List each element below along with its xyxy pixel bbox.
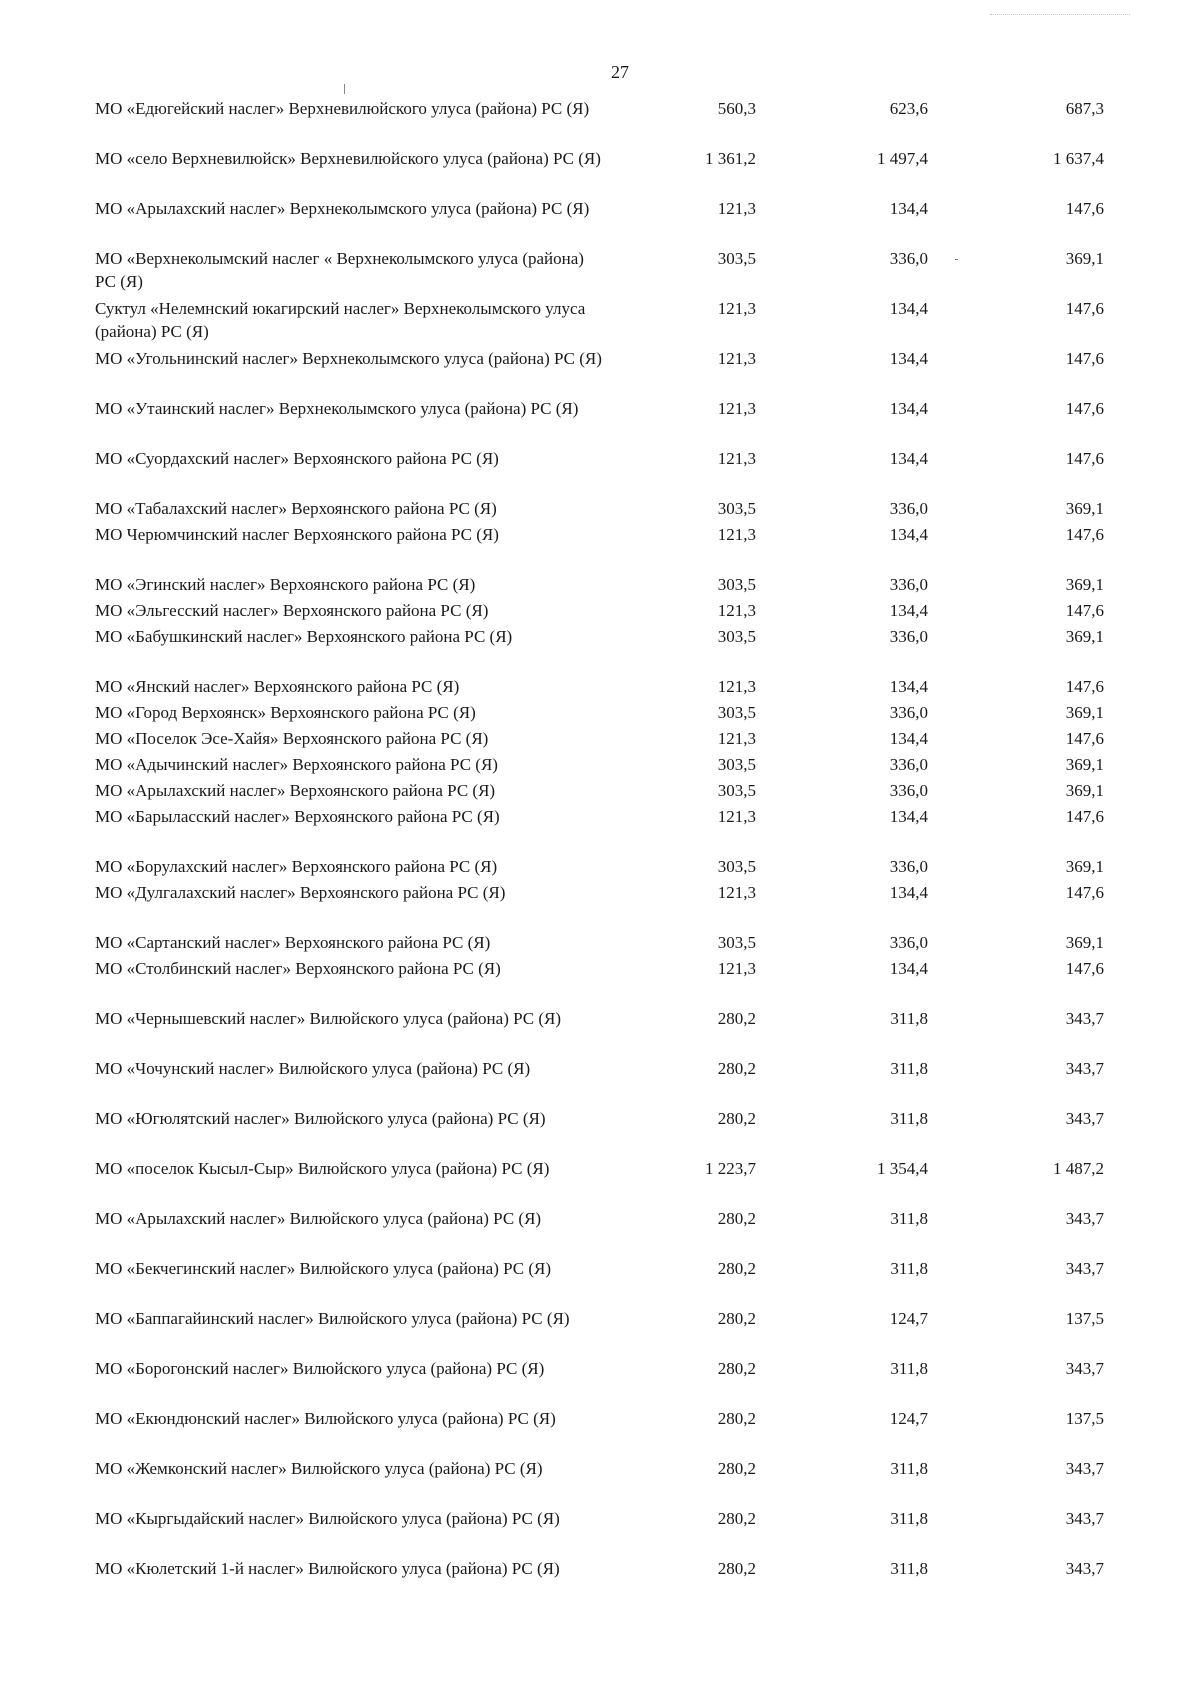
value-col-1: 280,2 (717, 1559, 756, 1578)
value-col-1: 1 223,7 (705, 1159, 756, 1178)
table-row (0, 523, 1200, 571)
value-col-3: 343,7 (1065, 1009, 1104, 1028)
value-col-1: 121,3 (717, 449, 756, 468)
value-col-3: 369,1 (1065, 249, 1104, 268)
value-col-1: 303,5 (717, 857, 756, 876)
value-col-2: 124,7 (889, 1409, 928, 1428)
value-col-1: 121,3 (717, 807, 756, 826)
value-col-1: 280,2 (717, 1309, 756, 1328)
value-col-3: 343,7 (1065, 1559, 1104, 1578)
value-col-1: 303,5 (717, 933, 756, 952)
value-col-1: 303,5 (717, 499, 756, 518)
municipality-name: МО «Поселок Эсе-Хайя» Верхоянского района РС (Я) (95, 729, 489, 748)
value-col-2: 336,0 (889, 703, 928, 722)
municipality-name: МО «Дулгалахский наслег» Верхоянского района РС (Я) (95, 883, 506, 902)
value-col-2: 311,8 (890, 1559, 928, 1578)
value-col-2: 311,8 (890, 1009, 928, 1028)
value-col-3: 147,6 (1065, 525, 1104, 544)
municipality-name: МО «Кюлетский 1-й наслег» Вилюйского улуса (района) РС (Я) (95, 1559, 560, 1578)
table-row (0, 147, 1200, 195)
value-col-3: 147,6 (1065, 349, 1104, 368)
value-col-2: 1 354,4 (877, 1159, 928, 1178)
value-col-3: 343,7 (1065, 1209, 1104, 1228)
value-col-1: 280,2 (717, 1459, 756, 1478)
municipality-name: МО «село Верхневилюйск» Верхневилюйского улуса (района) РС (Я) (95, 149, 601, 168)
municipality-name: МО «Екюндюнский наслег» Вилюйского улуса (района) РС (Я) (95, 1409, 556, 1428)
value-col-3: 147,6 (1065, 883, 1104, 902)
value-col-2: 336,0 (889, 249, 928, 268)
value-col-2: 124,7 (889, 1309, 928, 1328)
value-col-1: 280,2 (717, 1409, 756, 1428)
table-row (0, 197, 1200, 245)
value-col-1: 121,3 (717, 299, 756, 318)
municipality-name: МО «Чочунский наслег» Вилюйского улуса (района) РС (Я) (95, 1059, 531, 1078)
value-col-1: 303,5 (717, 575, 756, 594)
value-col-2: 134,4 (889, 349, 928, 368)
municipality-name: МО «Борогонский наслег» Вилюйского улуса (района) РС (Я) (95, 1359, 545, 1378)
page-number: 27 (611, 62, 629, 82)
value-col-1: 121,3 (717, 349, 756, 368)
table-row (0, 1457, 1200, 1505)
value-col-2: 311,8 (890, 1259, 928, 1278)
value-col-3: 147,6 (1065, 199, 1104, 218)
value-col-3: 343,7 (1065, 1509, 1104, 1528)
value-col-2: 311,8 (890, 1459, 928, 1478)
value-col-1: 280,2 (717, 1109, 756, 1128)
value-col-1: 121,3 (717, 729, 756, 748)
value-col-1: 121,3 (717, 199, 756, 218)
municipality-name: МО «Суордахский наслег» Верхоянского района РС (Я) (95, 449, 499, 468)
value-col-3: 1 487,2 (1053, 1159, 1104, 1178)
value-col-1: 280,2 (717, 1509, 756, 1528)
value-col-2: 623,6 (889, 99, 928, 118)
value-col-1: 1 361,2 (705, 149, 756, 168)
value-col-2: 311,8 (890, 1059, 928, 1078)
municipality-name: МО «Верхнеколымский наслег « Верхнеколымского улуса (района) РС (Я) (95, 249, 584, 291)
municipality-name: МО «Столбинский наслег» Верхоянского района РС (Я) (95, 959, 501, 978)
municipality-name: МО «Арылахский наслег» Верхнеколымского улуса (района) РС (Я) (95, 199, 590, 218)
value-col-2: 134,4 (889, 601, 928, 620)
value-col-3: 369,1 (1065, 933, 1104, 952)
value-col-2: 134,4 (889, 959, 928, 978)
municipality-name: МО «Бабушкинский наслег» Верхоянского района РС (Я) (95, 627, 513, 646)
table-row (0, 625, 1200, 673)
value-col-3: 343,7 (1065, 1259, 1104, 1278)
value-col-1: 121,3 (717, 959, 756, 978)
municipality-name: МО «Янский наслег» Верхоянского района РС (Я) (95, 677, 460, 696)
table-row (0, 1007, 1200, 1055)
value-col-3: 343,7 (1065, 1359, 1104, 1378)
value-col-2: 336,0 (889, 499, 928, 518)
value-col-2: 336,0 (889, 575, 928, 594)
table-row (0, 1157, 1200, 1205)
value-col-3: 147,6 (1065, 601, 1104, 620)
table-row (0, 1507, 1200, 1555)
value-col-3: 147,6 (1065, 449, 1104, 468)
value-col-2: 336,0 (889, 857, 928, 876)
value-col-2: 134,4 (889, 729, 928, 748)
table-row (0, 881, 1200, 929)
municipality-name: МО «поселок Кысыл-Сыр» Вилюйского улуса (района) РС (Я) (95, 1159, 550, 1178)
value-col-3: 687,3 (1065, 99, 1104, 118)
value-col-1: 303,5 (717, 781, 756, 800)
value-col-3: 369,1 (1065, 499, 1104, 518)
value-col-2: 134,4 (889, 199, 928, 218)
value-col-1: 303,5 (717, 755, 756, 774)
value-col-1: 303,5 (717, 627, 756, 646)
value-col-3: 369,1 (1065, 857, 1104, 876)
value-col-3: 147,6 (1065, 299, 1104, 318)
value-col-1: 121,3 (717, 677, 756, 696)
municipality-name: МО «Эгинский наслег» Верхоянского района РС (Я) (95, 575, 476, 594)
value-col-2: 134,4 (889, 525, 928, 544)
value-col-2: 134,4 (889, 449, 928, 468)
municipality-name: МО «Адычинский наслег» Верхоянского района РС (Я) (95, 755, 498, 774)
value-col-3: 369,1 (1065, 703, 1104, 722)
value-col-2: 311,8 (890, 1509, 928, 1528)
municipality-name: МО «Арылахский наслег» Вилюйского улуса (района) РС (Я) (95, 1209, 542, 1228)
municipality-name: МО «Баппагайинский наслег» Вилюйского улуса (района) РС (Я) (95, 1309, 570, 1328)
value-col-2: 311,8 (890, 1209, 928, 1228)
value-col-3: 137,5 (1065, 1409, 1104, 1428)
municipality-name: МО «Эльгесский наслег» Верхоянского района РС (Я) (95, 601, 489, 620)
table-row (0, 1257, 1200, 1305)
value-col-1: 280,2 (717, 1359, 756, 1378)
municipality-name: МО «Арылахский наслег» Верхоянского района РС (Я) (95, 781, 496, 800)
value-col-3: 147,6 (1065, 677, 1104, 696)
value-col-1: 280,2 (717, 1209, 756, 1228)
table-row (0, 1307, 1200, 1355)
value-col-1: 280,2 (717, 1009, 756, 1028)
municipality-name: МО «Борулахский наслег» Верхоянского района РС (Я) (95, 857, 498, 876)
value-col-2: 134,4 (889, 807, 928, 826)
value-col-1: 280,2 (717, 1259, 756, 1278)
value-col-1: 121,3 (717, 525, 756, 544)
value-col-1: 121,3 (717, 399, 756, 418)
value-col-3: 369,1 (1065, 755, 1104, 774)
municipality-name: МО «Табалахский наслег» Верхоянского района РС (Я) (95, 499, 497, 518)
table-row (0, 805, 1200, 853)
value-col-3: 137,5 (1065, 1309, 1104, 1328)
value-col-3: 343,7 (1065, 1059, 1104, 1078)
value-col-2: 336,0 (889, 781, 928, 800)
table-row (0, 957, 1200, 1005)
table-row (0, 1407, 1200, 1455)
table-row (0, 1557, 1200, 1605)
municipality-name: МО «Бекчегинский наслег» Вилюйского улуса (района) РС (Я) (95, 1259, 552, 1278)
value-col-2: 134,4 (889, 299, 928, 318)
value-col-1: 303,5 (717, 703, 756, 722)
value-col-2: 336,0 (889, 627, 928, 646)
value-col-3: 369,1 (1065, 575, 1104, 594)
value-col-3: 343,7 (1065, 1459, 1104, 1478)
table-row (0, 1107, 1200, 1155)
value-col-2: 134,4 (889, 399, 928, 418)
value-col-2: 1 497,4 (877, 149, 928, 168)
value-col-1: 303,5 (717, 249, 756, 268)
value-col-2: 134,4 (889, 677, 928, 696)
municipality-name: МО «Едюгейский наслег» Верхневилюйского улуса (района) РС (Я) (95, 99, 590, 118)
municipality-name: МО «Сартанский наслег» Верхоянского района РС (Я) (95, 933, 491, 952)
table-row (0, 297, 1200, 345)
municipality-name: МО Черюмчинский наслег Верхоянского района РС (Я) (95, 525, 499, 544)
municipality-name: МО «Кыргыдайский наслег» Вилюйского улуса (района) РС (Я) (95, 1509, 560, 1528)
table-row (0, 347, 1200, 395)
municipality-name: МО «Угольнинский наслег» Верхнеколымского улуса (района) РС (Я) (95, 349, 602, 368)
municipality-name: МО «Югюлятский наслег» Вилюйского улуса (района) РС (Я) (95, 1109, 546, 1128)
value-col-3: 147,6 (1065, 399, 1104, 418)
value-col-3: 1 637,4 (1053, 149, 1104, 168)
table-row (0, 247, 1200, 295)
value-col-3: 147,6 (1065, 959, 1104, 978)
table-row (0, 1057, 1200, 1105)
value-col-1: 121,3 (717, 883, 756, 902)
table-row (0, 447, 1200, 495)
municipality-name: МО «Город Верхоянск» Верхоянского района РС (Я) (95, 703, 476, 722)
value-col-2: 311,8 (890, 1109, 928, 1128)
municipality-name: МО «Барыласский наслег» Верхоянского района РС (Я) (95, 807, 500, 826)
table-row (0, 1207, 1200, 1255)
table-row (0, 1357, 1200, 1405)
value-col-2: 134,4 (889, 883, 928, 902)
value-col-3: 369,1 (1065, 627, 1104, 646)
value-col-3: 369,1 (1065, 781, 1104, 800)
municipality-name: Суктул «Нелемнский юкагирский наслег» Верхнеколымского улуса (района) РС (Я) (95, 299, 586, 341)
municipality-name: МО «Утаинский наслег» Верхнеколымского улуса (района) РС (Я) (95, 399, 579, 418)
municipality-name: МО «Чернышевский наслег» Вилюйского улуса (района) РС (Я) (95, 1009, 562, 1028)
value-col-3: 147,6 (1065, 807, 1104, 826)
municipality-name: МО «Жемконский наслег» Вилюйского улуса (района) РС (Я) (95, 1459, 543, 1478)
value-col-2: 311,8 (890, 1359, 928, 1378)
value-col-1: 280,2 (717, 1059, 756, 1078)
value-col-1: 121,3 (717, 601, 756, 620)
table-row (0, 397, 1200, 445)
value-col-3: 147,6 (1065, 729, 1104, 748)
value-col-2: 336,0 (889, 755, 928, 774)
value-col-2: 336,0 (889, 933, 928, 952)
value-col-3: 343,7 (1065, 1109, 1104, 1128)
value-col-1: 560,3 (717, 99, 756, 118)
table-row (0, 97, 1200, 145)
